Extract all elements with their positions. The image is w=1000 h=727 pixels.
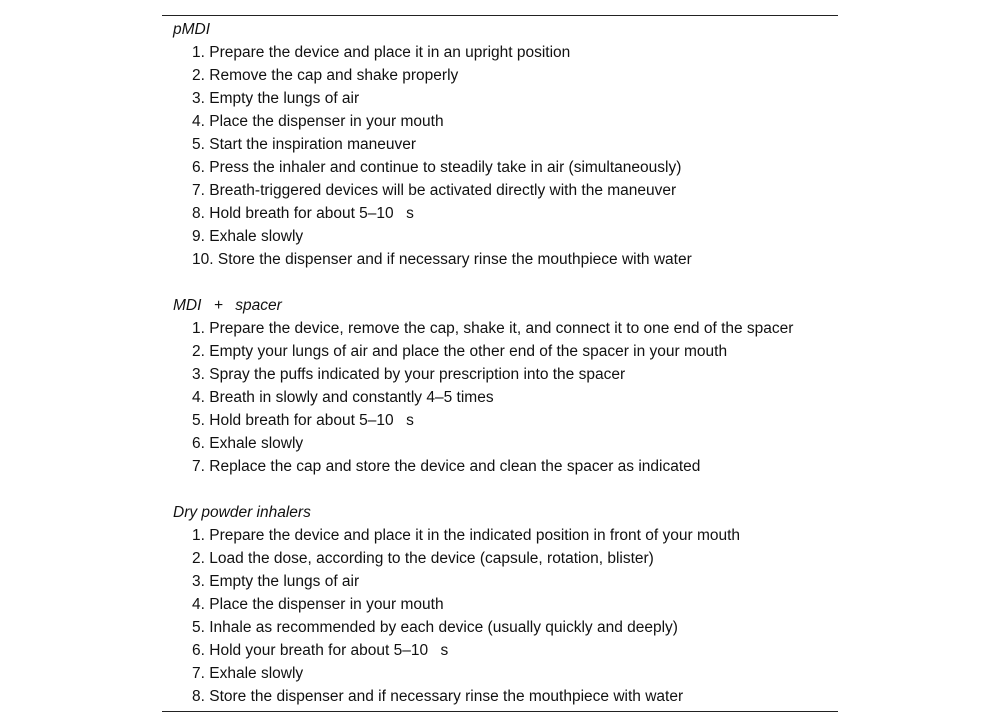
list-item: [192, 570, 838, 593]
step-number: 6.: [192, 159, 205, 176]
step-text: Store the dispenser and if necessary rinse the mouthpiece with water: [217, 251, 692, 268]
section-spacer: [162, 478, 838, 501]
step-number: 2.: [192, 343, 205, 360]
section-title: MDI + spacer: [173, 297, 282, 314]
list-item: [192, 110, 838, 133]
step-text: Load the dose, according to the device (capsule, rotation, blister): [209, 550, 654, 567]
step-list: [162, 524, 838, 708]
step-text: Breath-triggered devices will be activated directly with the maneuver: [209, 182, 677, 199]
step-text: Exhale slowly: [209, 435, 304, 452]
list-item: [192, 363, 838, 386]
step-text: Prepare the device and place it in the indicated position in front of your mouth: [209, 527, 741, 544]
list-item: [192, 41, 838, 64]
section-title: Dry powder inhalers: [173, 504, 311, 521]
section-pmdi: [162, 18, 838, 271]
list-item: [192, 455, 838, 478]
step-number: 8.: [192, 688, 205, 705]
step-number: 3.: [192, 573, 205, 590]
step-text: Empty the lungs of air: [209, 90, 360, 107]
list-item: [192, 64, 838, 87]
step-number: 1.: [192, 320, 205, 337]
step-number: 8.: [192, 205, 205, 222]
step-text: Empty the lungs of air: [209, 573, 360, 590]
list-item: [192, 225, 838, 248]
step-number: 4.: [192, 389, 205, 406]
step-number: 6.: [192, 642, 205, 659]
step-text: Prepare the device and place it in an upright position: [209, 44, 571, 61]
step-text: Prepare the device, remove the cap, shake it, and connect it to one end of the spacer: [209, 320, 794, 337]
step-text: Inhale as recommended by each device (usually quickly and deeply): [209, 619, 678, 636]
step-number: 6.: [192, 435, 205, 452]
step-text: Start the inspiration maneuver: [209, 136, 417, 153]
list-item: [192, 547, 838, 570]
step-list: [162, 41, 838, 271]
step-number: 9.: [192, 228, 205, 245]
step-number: 1.: [192, 527, 205, 544]
step-number: 5.: [192, 136, 205, 153]
step-number: 2.: [192, 67, 205, 84]
instructions-table: [162, 15, 838, 712]
step-number: 7.: [192, 458, 205, 475]
step-text: Hold breath for about 5–10 s: [209, 412, 414, 429]
list-item: [192, 179, 838, 202]
step-number: 4.: [192, 596, 205, 613]
step-text: Spray the puffs indicated by your prescription into the spacer: [209, 366, 626, 383]
list-item: [192, 432, 838, 455]
step-text: Replace the cap and store the device and clean the spacer as indicated: [209, 458, 701, 475]
step-text: Exhale slowly: [209, 665, 304, 682]
list-item: [192, 662, 838, 685]
list-item: [192, 386, 838, 409]
list-item: [192, 409, 838, 432]
step-text: Place the dispenser in your mouth: [209, 113, 444, 130]
list-item: [192, 202, 838, 225]
step-text: Empty your lungs of air and place the other end of the spacer in your mouth: [209, 343, 728, 360]
list-item: [192, 593, 838, 616]
step-number: 5.: [192, 619, 205, 636]
list-item: [192, 340, 838, 363]
list-item: [192, 616, 838, 639]
list-item: [192, 639, 838, 662]
section-title: pMDI: [173, 21, 211, 38]
step-text: Hold breath for about 5–10 s: [209, 205, 414, 222]
step-number: 7.: [192, 182, 205, 199]
section-dry-powder-inhalers: [162, 501, 838, 708]
step-number: 4.: [192, 113, 205, 130]
list-item: [192, 524, 838, 547]
list-item: [192, 685, 838, 708]
list-item: [192, 87, 838, 110]
step-text: Press the inhaler and continue to steadily take in air (simultaneously): [209, 159, 682, 176]
step-text: Breath in slowly and constantly 4–5 times: [209, 389, 494, 406]
list-item: [192, 248, 838, 271]
step-number: 5.: [192, 412, 205, 429]
list-item: [192, 317, 838, 340]
step-number: 3.: [192, 90, 205, 107]
step-text: Hold your breath for about 5–10 s: [209, 642, 449, 659]
section-spacer: [162, 271, 838, 294]
step-number: 2.: [192, 550, 205, 567]
list-item: [192, 133, 838, 156]
step-number: 3.: [192, 366, 205, 383]
step-number: 1.: [192, 44, 205, 61]
step-text: Store the dispenser and if necessary rinse the mouthpiece with water: [209, 688, 684, 705]
step-text: Place the dispenser in your mouth: [209, 596, 444, 613]
step-list: [162, 317, 838, 478]
step-number: 10.: [192, 251, 214, 268]
section-mdi-spacer: [162, 294, 838, 478]
step-text: Exhale slowly: [209, 228, 304, 245]
step-number: 7.: [192, 665, 205, 682]
step-text: Remove the cap and shake properly: [209, 67, 459, 84]
list-item: [192, 156, 838, 179]
